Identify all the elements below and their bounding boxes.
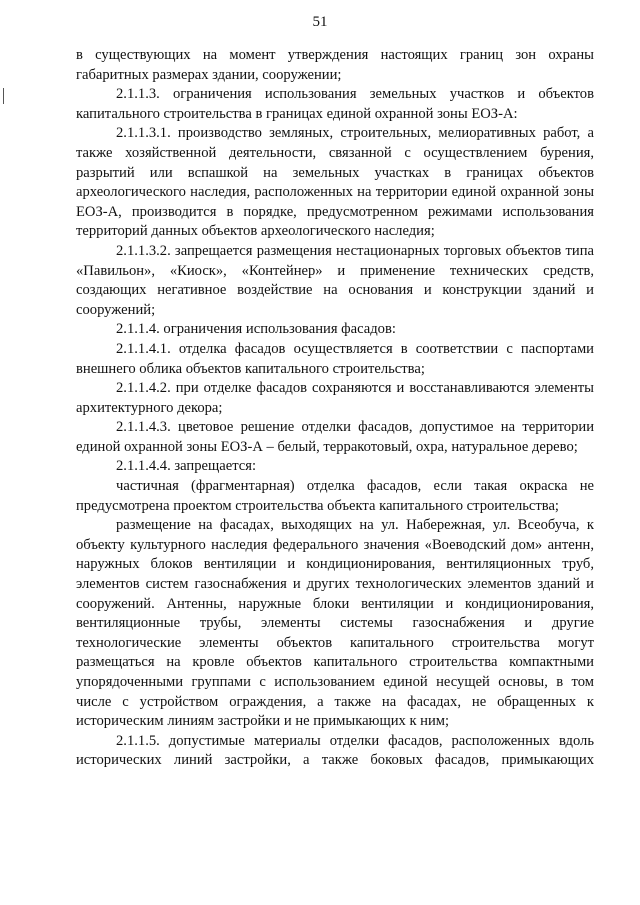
paragraph-2-1-1-4-4: 2.1.1.4.4. запрещается: [116,458,257,475]
document-body [76,46,594,771]
page-number: 51 [312,14,328,30]
paragraph-2-1-1-5: 2.1.1.5. допустимые материалы отделки фасадов, расположенных вдоль исторических линий застройки, а также боковых фасадов, примыкающих [76,732,594,769]
paragraph-2-1-1-4-1: 2.1.1.4.1. отделка фасадов осуществляется в соответствии с паспортами внешнего облика объектов капитального строительства; [76,340,594,377]
paragraph-2-1-1-3: 2.1.1.3. ограничения использования земельных участков и объектов капитального строительства в границах единой охранной зоны ЕОЗ-А: [76,86,594,122]
paragraph-prohibition-partial-finish: частичная (фрагментарная) отделка фасадов, если такая окраска не предусмотрена проектом строительства объекта капитального строительства; [76,478,594,514]
paragraph-2-1-1-3-2: 2.1.1.3.2. запрещается размещения нестационарных торговых объектов типа «Павильон», «Киоск», «Контейнер» и применение технических средств, создающих негативное воздействие на основания и конструкции зданий и сооружений; [76,242,594,318]
paragraph-prohibition-equipment: размещение на фасадах, выходящих на ул. Набережная, ул. Всеобуча, к объекту культурного наследия федерального значения «Воеводский дом» антенн, наружных блоков вентиляции и кондиционирования, вентиляционных труб, элементов систем газоснабжения и других технологических элементов зданий и сооружений. Антенны, наружные блоки вентиляции и кондиционирования, вентиляционные трубы, элементы системы газоснабжения и другие технологические элементы объектов капитального строительства могут размещаться на кровле объектов капитального строительства компактными упорядоченными группами с использованием единой несущей основы, в том числе с устройством ограждения, а также на фасадах, не обращенных к историческим линиям застройки и не примыкающих к ним; [76,517,594,730]
margin-mark [3,88,4,104]
paragraph-2-1-1-4-3: 2.1.1.4.3. цветовое решение отделки фасадов, допустимое на территории единой охранной зоны ЕОЗ-А – белый, терракотовый, охра, натуральное дерево; [76,419,594,455]
paragraph-2-1-1-4-2: 2.1.1.4.2. при отделке фасадов сохраняются и восстанавливаются элементы архитектурного декора; [76,380,594,416]
paragraph-2-1-1-3-1: 2.1.1.3.1. производство земляных, строительных, мелиоративных работ, а также хозяйственной деятельности, связанной с осуществлением бурения, разрытий или вспашкой на земельных участках в границах объектов археологического наследия, расположенных на территории единой охранной зоны ЕОЗ-А, производится в порядке, предусмотренном режимами использования территорий данных объектов археологического наследия; [76,125,594,240]
paragraph-2-1-1-4: 2.1.1.4. ограничения использования фасадов: [116,321,396,338]
paragraph-continuation: в существующих на момент утверждения настоящих границ зон охраны габаритных размерах здании, сооружении; [76,47,594,83]
